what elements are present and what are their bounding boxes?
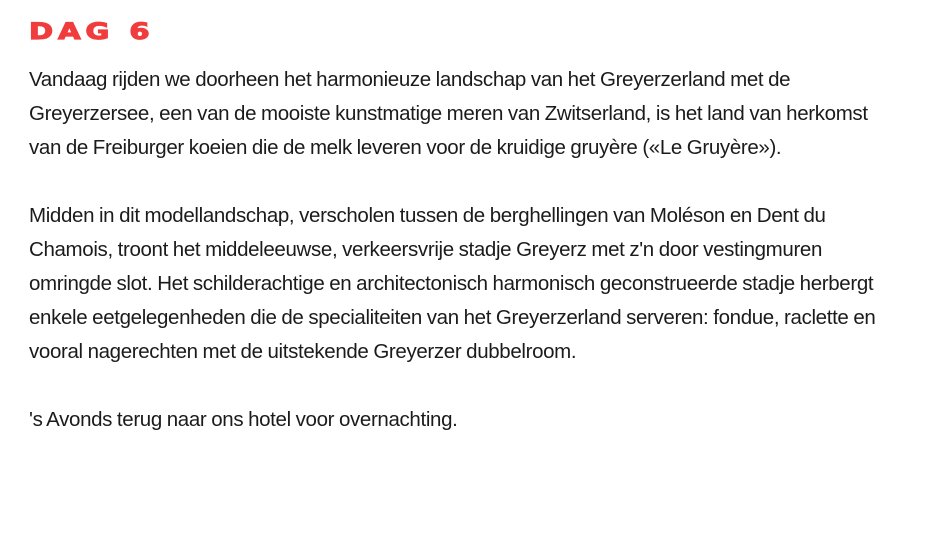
paragraph-landscape bbox=[29, 63, 934, 165]
text-line: Greyerzersee, een van de mooiste kunstmatige meren van Zwitserland, is het land van herkomst bbox=[29, 102, 868, 125]
paragraph-evening bbox=[29, 403, 934, 437]
text-line: vooral nagerechten met de uitstekende Greyerzer dubbelroom. bbox=[29, 340, 577, 363]
day-description bbox=[29, 63, 934, 471]
text-line: van de Freiburger koeien die de melk leveren voor de kruidige gruyère («Le Gruyère»). bbox=[29, 136, 782, 159]
text-line: 's Avonds terug naar ons hotel voor overnachting. bbox=[29, 408, 458, 431]
text-line: Chamois, troont het middeleeuwse, verkeersvrije stadje Greyerz met z'n door vestingmuren bbox=[29, 238, 823, 261]
day-title: DAG 6 bbox=[29, 18, 155, 45]
text-line: omringde slot. Het schilderachtige en architectonisch harmonisch geconstrueerde stadje herbergt bbox=[29, 272, 874, 295]
text-line: enkele eetgelegenheden die de specialiteiten van het Greyerzerland serveren: fondue, raclette en bbox=[29, 306, 876, 329]
paragraph-greyerz bbox=[29, 199, 934, 369]
text-line: Vandaag rijden we doorheen het harmonieuze landschap van het Greyerzerland met de bbox=[29, 68, 791, 91]
text-line: Midden in dit modellandschap, verscholen tussen de berghellingen van Moléson en Dent du bbox=[29, 204, 826, 227]
